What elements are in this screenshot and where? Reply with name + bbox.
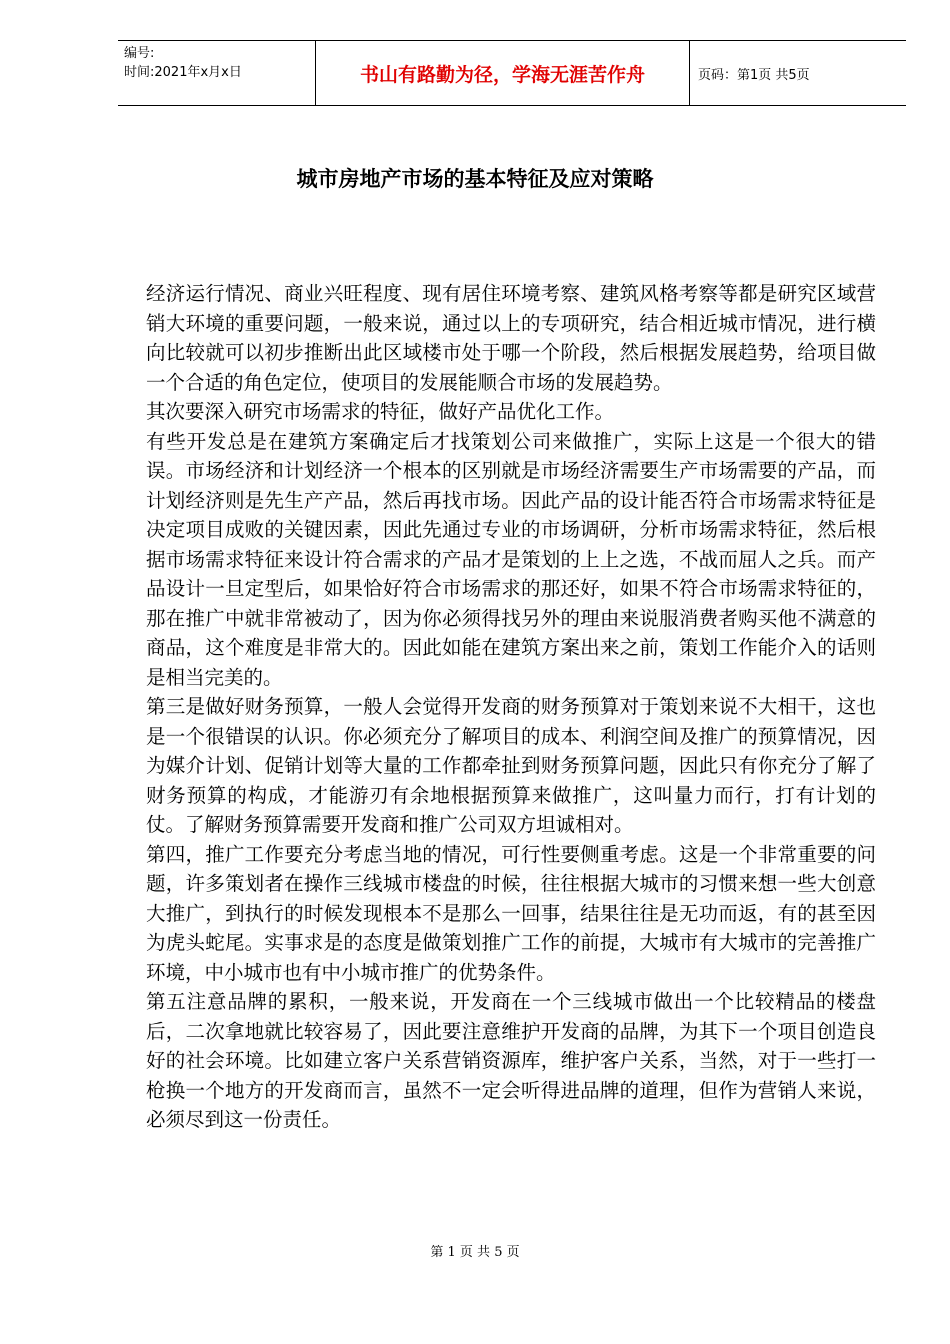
document-title: 城市房地产市场的基本特征及应对策略 [296, 167, 654, 191]
paragraph: 第五注意品牌的累积，一般来说，开发商在一个三线城市做出一个比较精品的楼盘后，二次拿地就比较容易了，因此要注意维护开发商的品牌，为其下一个项目创造良好的社会环境。比如建立客户关系营销资源库，维护客户关系，当然，对于一些打一枪换一个地方的开发商而言，虽然不一定会听得进品牌的道理，但作为营销人来说，必须尽到这一份责任。 [146, 990, 876, 1131]
paragraph: 第三是做好财务预算，一般人会觉得开发商的财务预算对于策划来说不大相干，这也是一个很错误的认识。你必须充分了解项目的成本、利润空间及推广的预算情况，因为媒介计划、促销计划等大量的工作都牵扯到财务预算问题，因此只有你充分了解了财务预算的构成，才能游刃有余地根据预算来做推广，这叫量力而行，打有计划的仗。了解财务预算需要开发商和推广公司双方坦诚相对。 [146, 695, 876, 836]
paragraph: 有些开发总是在建筑方案确定后才找策划公司来做推广，实际上这是一个很大的错误。市场经济和计划经济一个根本的区别就是市场经济需要生产市场需要的产品，而计划经济则是先生产产品，然后再找市场。因此产品的设计能否符合市场需求特征是决定项目成败的关键因素，因此先通过专业的市场调研，分析市场需求特征，然后根据市场需求特征来设计符合需求的产品才是策划的上上之选，不战而屈人之兵。而产品设计一旦定型后，如果恰好符合市场需求的那还好，如果不符合市场需求特征的，那在推广中就非常被动了，因为你必须得找另外的理由来说服消费者购买他不满意的商品，这个难度是非常大的。因此如能在建筑方案出来之前，策划工作能介入的话则是相当完美的。 [146, 429, 876, 689]
paragraph: 经济运行情况、商业兴旺程度、现有居住环境考察、建筑风格考察等都是研究区域营销大环境的重要问题，一般来说，通过以上的专项研究，结合相近城市情况，进行横向比较就可以初步推断出此区域楼市处于哪一个阶段，然后根据发展趋势，给项目做一个合适的角色定位，使项目的发展能顺合市场的发展趋势。 [146, 282, 876, 394]
document-body [146, 279, 876, 1135]
serial-number-label: 编号: [124, 46, 155, 61]
paragraph: 其次要深入研究市场需求的特征，做好产品优化工作。 [146, 400, 615, 423]
time-label: 时间:2021年x月x日 [124, 65, 242, 80]
header-meta [118, 41, 316, 105]
header-page-info: 页码：第1页 共5页 [698, 67, 810, 83]
paragraph: 第四，推广工作要充分考虑当地的情况，可行性要侧重考虑。这是一个非常重要的问题，许多策划者在操作三线城市楼盘的时候，往往根据大城市的习惯来想一些大创意大推广，到执行的时候发现根本不是那么一回事，结果往往是无功而返，有的甚至因为虎头蛇尾。实事求是的态度是做策划推广工作的前提，大城市有大城市的完善推广环境，中小城市也有中小城市推广的优势条件。 [146, 842, 876, 984]
page-header [118, 40, 906, 106]
page-footer: 第 1 页 共 5 页 [430, 1245, 520, 1260]
header-motto: 书山有路勤为径，学海无涯苦作舟 [316, 41, 690, 105]
